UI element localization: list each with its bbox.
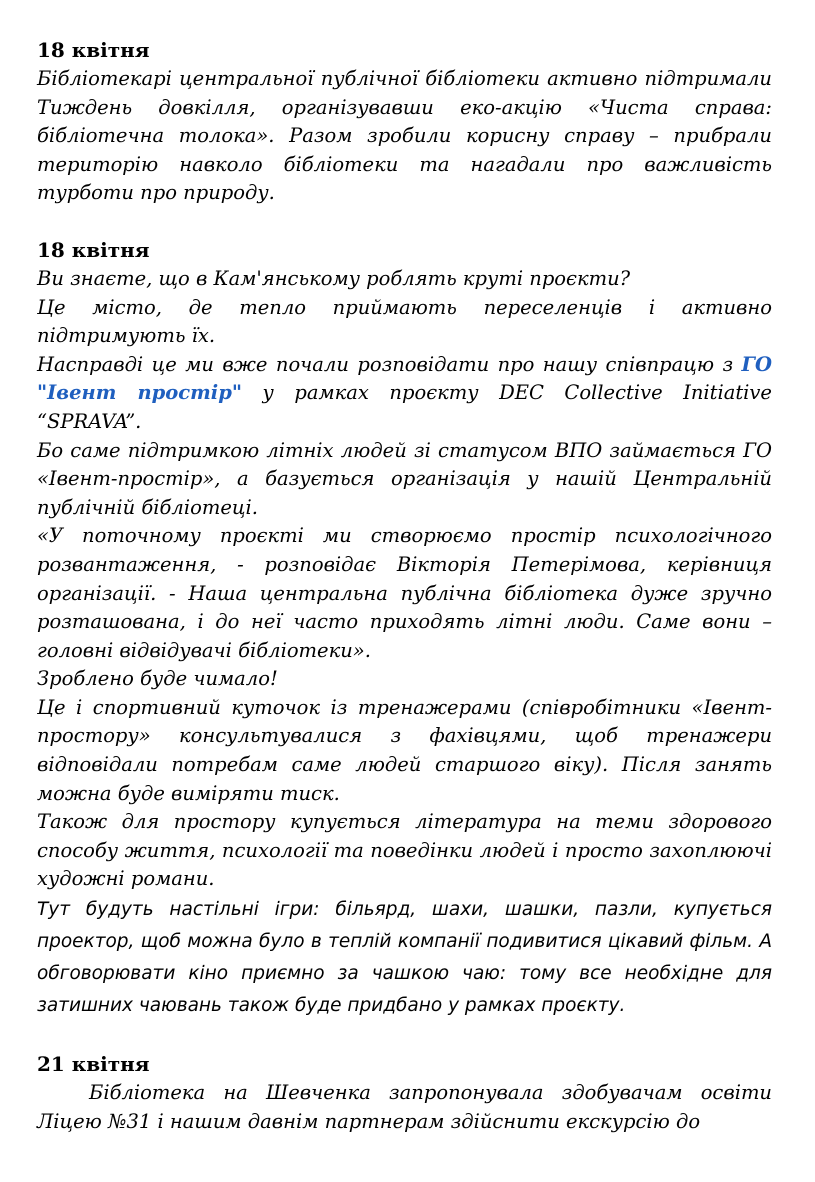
news-entry-3 (37, 1050, 772, 1136)
paragraph-text: у рамках проєкту DEC Collective Initiative “SPRAVA”. (37, 381, 772, 433)
news-entry-1 (37, 36, 772, 208)
entry-paragraph: Бо саме підтримкою літніх людей зі статусом ВПО займається ГО «Івент-простір», а базується організація у нашій Центральній публічній бібліотеці. (37, 438, 772, 519)
entry-paragraph (37, 351, 772, 437)
entry-paragraph: Бібліотека на Шевченка запропонувала здобувачам освіти Ліцею №31 і нашим давнім партнерам здійснити екскурсію до (37, 1081, 772, 1133)
entry-paragraph: Ви знаєте, що в Кам'янському роблять круті проєкти? (37, 266, 631, 290)
entry-quote: «У поточному проєкті ми створюємо простір психологічного розвантаження, - розповідає Вікторія Петерімова, керівниця організації. - Наша центральна публічна бібліотека дуже зручно розташована, і до неї часто приходять літні люди. Саме вони – головні відвідувачі бібліотеки». (37, 524, 772, 662)
entry-date: 18 квітня (37, 237, 150, 262)
entry-date: 18 квітня (37, 38, 150, 62)
document-page (37, 36, 772, 1136)
paragraph-text: Насправді це ми вже почали розповідати про нашу співпрацю з (37, 352, 742, 376)
entry-date: 21 квітня (37, 1052, 150, 1077)
entry-paragraph: Бібліотекарі центральної публічної бібліотеки активно підтримали Тиждень довкілля, організувавши еко-акцію «Чиста справа: бібліотечна толока». Разом зробили корисну справу – прибрали територію навколо бібліотеки та нагадали про важливість турботи про природу. (37, 67, 772, 205)
entry-paragraph: Зроблено буде чимало! (37, 667, 278, 691)
news-entry-2 (37, 236, 772, 1022)
entry-paragraph: Також для простору купується література на теми здорового способу життя, психології та поведінки людей і просто захоплюючі художні романи. (37, 810, 772, 891)
entry-paragraph: Це і спортивний куточок із тренажерами (співробітники «Івент-простору» консультувалися з фахівцями, щоб тренажери відповідали потребам саме людей старшого віку). Після занять можна буде виміряти тиск. (37, 695, 772, 805)
organization-link[interactable]: ГО "Івент простір" (37, 352, 772, 405)
entry-paragraph: Тут будуть настільні ігри: більярд, шахи, шашки, пазли, купується проектор, щоб можна було в теплій компанії подивитися цікавий фільм. А обговорювати кіно приємно за чашкою чаю: тому все необхідне для затишних чаювань також буде придбано у рамках проєкту. (37, 899, 772, 1017)
entry-paragraph: Це місто, де тепло приймають переселенців і активно підтримують їх. (37, 295, 772, 348)
